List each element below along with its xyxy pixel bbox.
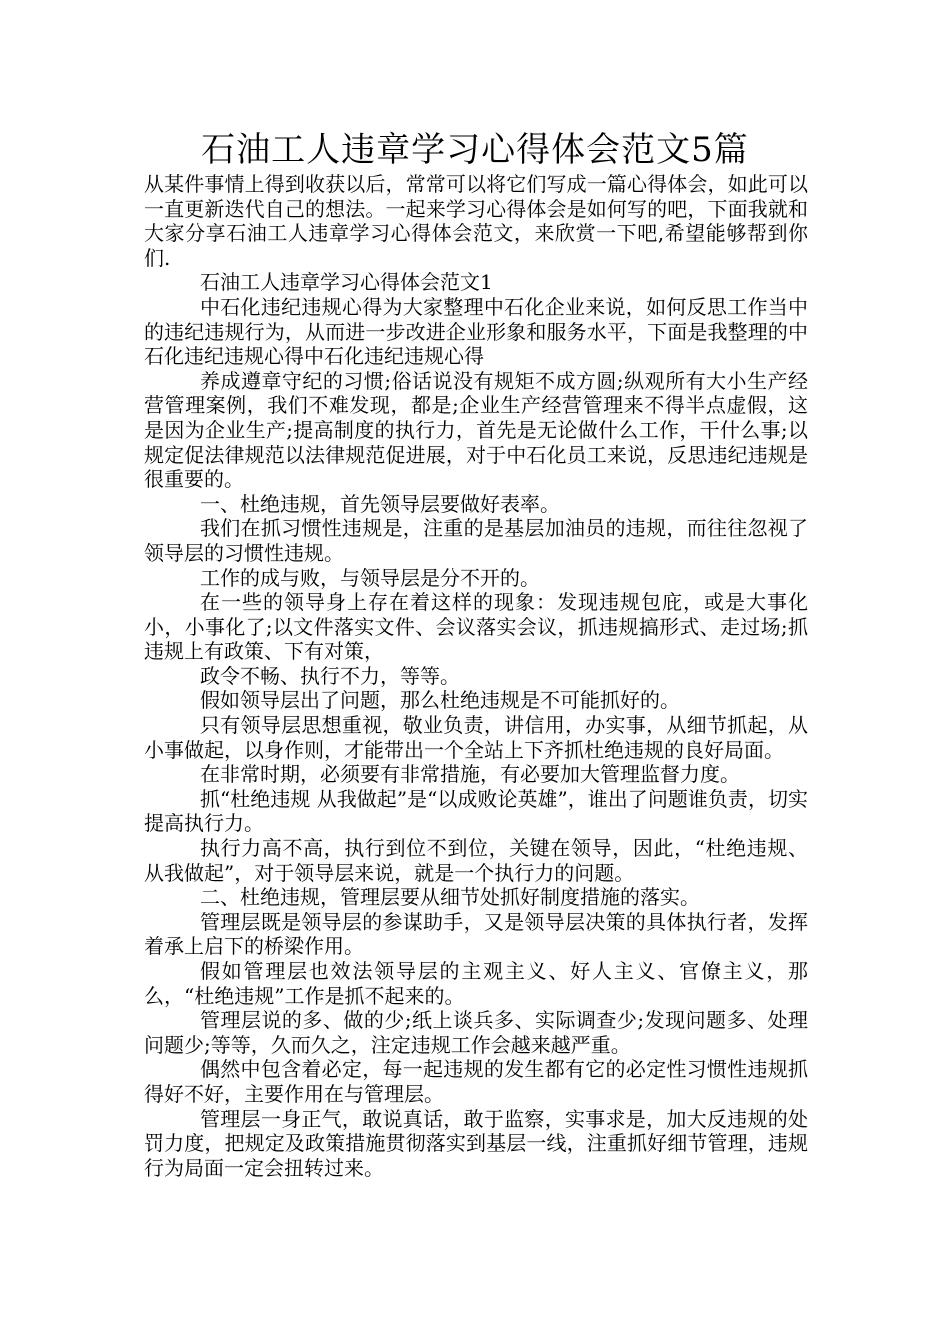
paragraph: 养成遵章守纪的习惯;俗话说没有规矩不成方圆;纵观所有大小生产经营管理案例，我们不难发现，都是;企业生产经营管理来不得半点虚假，这是因为企业生产;提高制度的执行力，首先是无论做什么工作，干什么事;以规定促法律规范以法律规范促进展，对于中石化员工来说，反思违纪违规是很重要的。 xyxy=(144,368,808,492)
paragraph: 石油工人违章学习心得体会范文1 xyxy=(200,270,493,295)
document-title: 石油工人违章学习心得体会范文5篇 xyxy=(201,130,749,170)
paragraph: 我们在抓习惯性违规是，注重的是基层加油员的违规，而往往忽视了领导层的习惯性违规。 xyxy=(144,516,808,565)
paragraph: 只有领导层思想重视，敬业负责，讲信用，办实事，从细节抓起，从小事做起，以身作则，才能带出一个全站上下齐抓杜绝违规的良好局面。 xyxy=(144,713,808,762)
paragraph: 在一些的领导身上存在着这样的现象：发现违规包庇，或是大事化小，小事化了;以文件落实文件、会议落实会议，抓违规搞形式、走过场;抓违规上有政策、下有对策， xyxy=(144,590,808,664)
paragraph: 从某件事情上得到收获以后，常常可以将它们写成一篇心得体会，如此可以一直更新迭代自己的想法。一起来学习心得体会是如何写的吧，下面我就和大家分享石油工人违章学习心得体会范文，来欣赏一下吧,希望能够帮到你们. xyxy=(144,172,808,270)
paragraph: 假如管理层也效法领导层的主观主义、好人主义、官僚主义，那么，“杜绝违规”工作是抓不起来的。 xyxy=(144,959,808,1008)
document-body xyxy=(144,172,808,1180)
paragraph: 工作的成与败，与领导层是分不开的。 xyxy=(200,565,540,590)
paragraph: 执行力高不高，执行到位不到位，关键在领导，因此，“杜绝违规、从我做起”，对于领导层来说，就是一个执行力的问题。 xyxy=(144,836,808,885)
paragraph: 政令不畅、执行不力，等等。 xyxy=(200,663,460,688)
paragraph: 管理层说的多、做的少;纸上谈兵多、实际调查少;发现问题多、处理问题少;等等，久而久之，注定违规工作会越来越严重。 xyxy=(144,1008,808,1057)
paragraph: 偶然中包含着必定，每一起违规的发生都有它的必定性习惯性违规抓得好不好，主要作用在与管理层。 xyxy=(144,1057,808,1106)
paragraph: 抓“杜绝违规 从我做起”是“以成败论英雄”，谁出了问题谁负责，切实提高执行力。 xyxy=(144,786,808,836)
paragraph: 假如领导层出了问题，那么杜绝违规是不可能抓好的。 xyxy=(200,688,680,713)
paragraph: 管理层一身正气，敢说真话，敢于监察，实事求是，加大反违规的处罚力度，把规定及政策措施贯彻落实到基层一线，注重抓好细节管理，违规行为局面一定会扭转过来。 xyxy=(144,1106,808,1180)
paragraph: 二、杜绝违规，管理层要从细节处抓好制度措施的落实。 xyxy=(200,885,700,910)
paragraph: 中石化违纪违规心得为大家整理中石化企业来说，如何反思工作当中的违纪违规行为，从而进一步改进企业形象和服务水平，下面是我整理的中石化违纪违规心得中石化违纪违规心得 xyxy=(144,294,808,369)
paragraph: 一、杜绝违规，首先领导层要做好表率。 xyxy=(200,491,560,516)
paragraph: 在非常时期，必须要有非常措施，有必要加大管理监督力度。 xyxy=(200,762,740,787)
paragraph: 管理层既是领导层的参谋助手，又是领导层决策的具体执行者，发挥着承上启下的桥梁作用。 xyxy=(144,909,808,959)
